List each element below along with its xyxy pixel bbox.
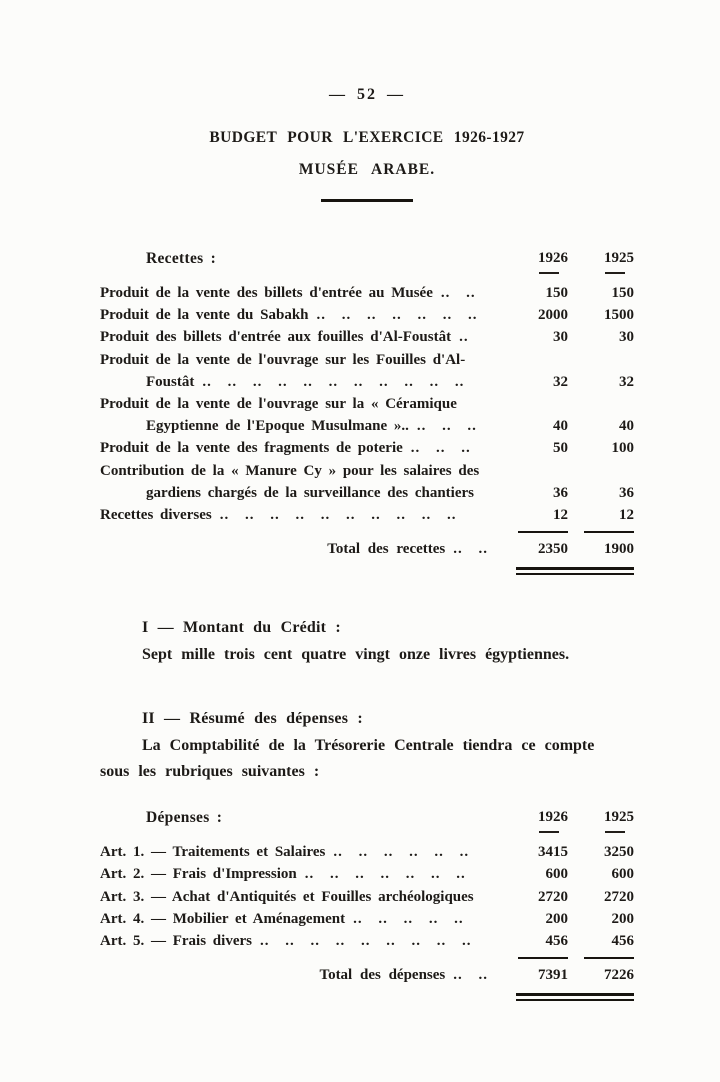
section-heading: I — Montant du Crédit : [142, 619, 341, 637]
section-montant-credit [100, 619, 634, 668]
totals-rules [100, 957, 634, 959]
amount-1925: 1500 [604, 307, 634, 324]
depenses-table [100, 809, 634, 1001]
recettes-table [100, 250, 634, 575]
depenses-heading: Dépenses : [146, 809, 223, 827]
leader-dots: .. .. .. .. .. .. .. .. .. [259, 933, 472, 950]
row-label-line2: gardiens chargés de la surveillance des chantiers [146, 484, 474, 501]
row-label: Produit de la vente du Sabakh [100, 307, 309, 324]
table-row [100, 863, 634, 885]
leader-dots: .. .. .. .. .. [353, 910, 464, 927]
section-body-line2: sous les rubriques suivantes : [100, 763, 320, 781]
amount-1926: 2000 [538, 307, 568, 324]
page-number: — 52 — [329, 86, 405, 103]
recettes-table-header [100, 250, 634, 274]
table-row [100, 908, 634, 930]
table-row [100, 504, 634, 526]
row-label-line2: Egyptienne de l'Epoque Musulmane ».. [146, 418, 409, 435]
table-row [100, 460, 634, 504]
amount-1925: 36 [619, 484, 634, 501]
total-1925: 7226 [604, 967, 634, 984]
column-header-1926 [502, 809, 568, 833]
table-row [100, 349, 634, 393]
amount-1926: 50 [553, 440, 568, 457]
row-label-line1: Produit de la vente de l'ouvrage sur les Fouilles d'Al- [100, 351, 466, 368]
amount-1925: 2720 [604, 888, 634, 905]
total-rule-1925 [584, 957, 634, 959]
year-1926-dash [539, 831, 559, 833]
table-row [100, 304, 634, 326]
year-1926-label: 1926 [538, 250, 568, 266]
table-row [100, 886, 634, 908]
total-1926: 2350 [538, 541, 568, 558]
amount-1925: 40 [619, 418, 634, 435]
amount-1925: 456 [611, 933, 634, 950]
year-1926-dash [539, 272, 559, 274]
recettes-double-rule-row [100, 567, 634, 575]
year-1925-label: 1925 [604, 809, 634, 826]
depenses-rows [100, 841, 634, 952]
depenses-total-row [100, 964, 634, 986]
amount-1925: 200 [611, 910, 634, 927]
table-row [100, 930, 634, 952]
leader-dots: .. .. [440, 285, 476, 301]
amount-1926: 12 [553, 507, 568, 524]
leader-dots: .. .. .. [416, 418, 477, 435]
leader-dots: .. .. .. .. .. .. .. [304, 866, 466, 883]
recettes-rows [100, 282, 634, 526]
total-rule-1926 [518, 531, 568, 533]
amount-1926: 36 [553, 484, 568, 501]
amount-1926: 600 [545, 866, 568, 883]
leader-dots: .. .. .. .. .. .. .. [316, 307, 478, 324]
table-row [100, 841, 634, 863]
row-label: Art. 4. — Mobilier et Aménagement [100, 910, 346, 927]
totals-rules [100, 531, 634, 533]
row-label: Art. 3. — Achat d'Antiquités et Fouilles archéologiques [100, 888, 474, 905]
amount-1925: 600 [611, 866, 634, 883]
header-divider-rule [321, 199, 413, 202]
year-1925-dash [605, 272, 625, 274]
double-rule [516, 993, 634, 1001]
depenses-table-header [100, 809, 634, 833]
year-1926-label: 1926 [538, 809, 568, 826]
row-label-line1: Produit de la vente de l'ouvrage sur la « Céramique [100, 396, 457, 413]
amount-1926: 32 [553, 373, 568, 390]
year-1925-label: 1925 [604, 250, 634, 266]
amount-1926: 2720 [538, 888, 568, 905]
column-header-1925 [568, 250, 634, 274]
total-rule-1926 [518, 957, 568, 959]
amount-1926: 150 [545, 285, 568, 301]
row-label-line2: Foustât [146, 373, 195, 390]
table-row [100, 326, 634, 348]
document-subtitle: MUSÉE ARABE. [298, 161, 436, 178]
year-1925-dash [605, 831, 625, 833]
column-header-1926 [502, 250, 568, 274]
row-label: Art. 5. — Frais divers [100, 933, 252, 950]
amount-1926: 200 [545, 910, 568, 927]
total-label: Total des recettes [327, 541, 446, 558]
leader-dots: .. .. .. .. .. .. .. .. .. .. .. [202, 373, 465, 390]
total-rule-1925 [584, 531, 634, 533]
leader-dots: .. .. .. .. .. .. .. .. .. .. [219, 507, 457, 524]
amount-1925: 12 [619, 507, 634, 524]
double-rule [516, 567, 634, 575]
amount-1926: 456 [545, 933, 568, 950]
depenses-double-rule-row [100, 993, 634, 1001]
leader-dots: .. .. .. .. .. .. [333, 844, 470, 861]
column-header-1925 [568, 809, 634, 833]
amount-1925: 3250 [604, 844, 634, 861]
row-label: Art. 1. — Traitements et Salaires [100, 844, 326, 861]
table-row [100, 437, 634, 459]
amount-1926: 30 [553, 329, 568, 346]
recettes-total-row [100, 538, 634, 560]
row-label-line1: Contribution de la « Manure Cy » pour les salaires des [100, 462, 480, 479]
section-body: Sept mille trois cent quatre vingt onze livres égyptiennes. [142, 646, 570, 664]
amount-1925: 150 [611, 285, 634, 301]
leader-dots: .. .. [453, 967, 488, 984]
section-resume-depenses [100, 710, 634, 785]
leader-dots: .. .. .. [410, 440, 471, 457]
row-label: Recettes diverses [100, 507, 212, 524]
table-row [100, 393, 634, 437]
amount-1926: 40 [553, 418, 568, 435]
total-1925: 1900 [604, 541, 634, 558]
table-row [100, 282, 634, 304]
total-1926: 7391 [538, 967, 568, 984]
row-label: Art. 2. — Frais d'Impression [100, 866, 297, 883]
row-label: Produit de la vente des billets d'entrée au Musée [100, 285, 433, 301]
document-title: BUDGET POUR L'EXERCICE 1926-1927 [209, 129, 525, 146]
amount-1925: 100 [611, 440, 634, 457]
amount-1925: 30 [619, 329, 634, 346]
row-label: Produit de la vente des fragments de poterie [100, 440, 403, 457]
row-label: Produit des billets d'entrée aux fouilles d'Al-Foustât [100, 329, 452, 346]
section-body-line1: La Comptabilité de la Trésorerie Centrale tiendra ce compte [142, 737, 595, 755]
recettes-heading: Recettes : [146, 250, 217, 267]
leader-dots: .. .. [453, 541, 488, 558]
leader-dots: .. [459, 329, 469, 346]
section-heading: II — Résumé des dépenses : [142, 710, 363, 728]
amount-1926: 3415 [538, 844, 568, 861]
amount-1925: 32 [619, 373, 634, 390]
total-label: Total des dépenses [319, 967, 446, 984]
